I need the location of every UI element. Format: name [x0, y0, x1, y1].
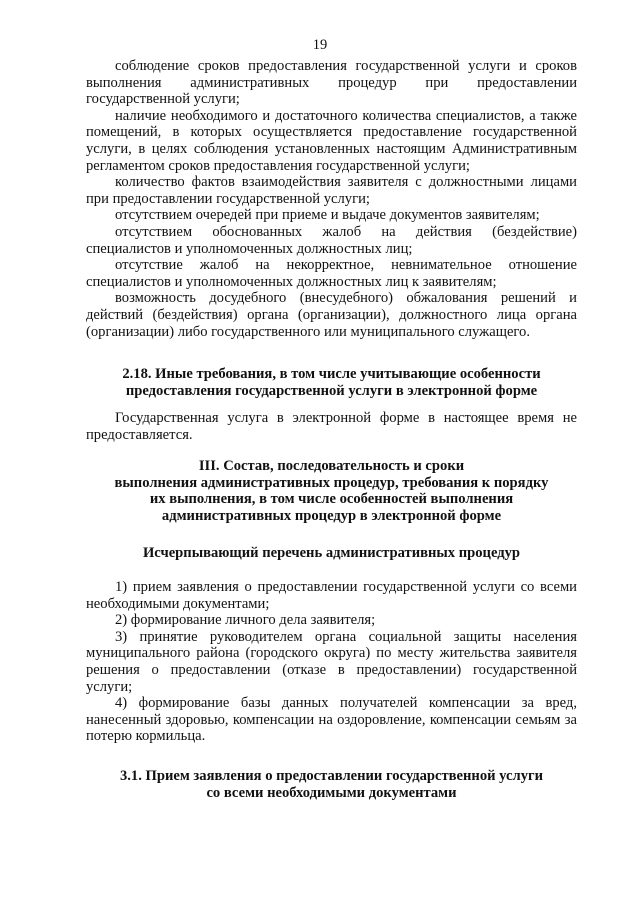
list-item: соблюдение сроков предоставления государственной услуги и сроков выполнения административных процедур при предоставлении государственной услуги; — [86, 58, 577, 108]
section-2-18-text: Государственная услуга в электронной форме в настоящее время не предоставляется. — [86, 410, 577, 443]
procedure-item: 2) формирование личного дела заявителя; — [115, 612, 376, 629]
section-3-1-heading — [86, 768, 577, 801]
list-item: количество фактов взаимодействия заявителя с должностными лицами при предоставлении государственной услуги; — [86, 174, 577, 207]
list-item: отсутствие жалоб на некорректное, невнимательное отношение специалистов и уполномоченных должностных лиц к заявителям; — [86, 257, 577, 290]
section-2-18-heading: 2.18. Иные требования, в том числе учитывающие особенности предоставления государственной услуги в электронной форме — [122, 366, 541, 399]
section-3-heading-line: выполнения административных процедур, требования к порядку — [114, 474, 549, 491]
list-item: возможность досудебного (внесудебного) обжалования решений и действий (бездействия) органа (организации), должностного лица органа (организации) либо государственного или муниципального служащего. — [86, 290, 577, 340]
continuation-list — [86, 58, 577, 340]
section-3-heading-line: их выполнения, в том числе особенностей выполнения — [149, 491, 514, 508]
list-item: наличие необходимого и достаточного количества специалистов, а также помещений, в которых осуществляется предоставление государственной услуги, в целях соблюдения установленных настоящим Административным регламентом сроков предоставления государственной услуги; — [86, 107, 577, 174]
procedure-item: 3) принятие руководителем органа социальной защиты населения муниципального района (городского округа) по месту жительства заявителя решения о предоставлении (отказе в предоставлении) государственной услуги; — [86, 628, 577, 695]
section-3-heading-line: III. Состав, последовательность и сроки — [198, 458, 465, 474]
section-3-1-heading-line: 3.1. Прием заявления о предоставлении государственной услуги — [119, 768, 544, 784]
procedures-list — [86, 579, 577, 745]
section-3-1-heading-line: со всеми необходимыми документами — [206, 784, 457, 801]
section-3-heading — [86, 458, 577, 524]
section-3-heading-line: административных процедур в электронной форме — [161, 507, 502, 524]
procedures-subheading: Исчерпывающий перечень административных процедур — [142, 545, 521, 561]
list-item: отсутствием очередей при приеме и выдаче документов заявителям; — [115, 207, 540, 224]
page-number: 19 — [312, 37, 328, 53]
list-item: отсутствием обоснованных жалоб на действия (бездействие) специалистов и уполномоченных должностных лиц; — [86, 223, 577, 257]
procedure-item: 1) прием заявления о предоставлении государственной услуги со всеми необходимыми документами; — [86, 579, 577, 612]
procedure-item: 4) формирование базы данных получателей компенсации за вред, нанесенный здоровью, компенсации на оздоровление, компенсации семьям за потерю кормильца. — [86, 695, 577, 745]
